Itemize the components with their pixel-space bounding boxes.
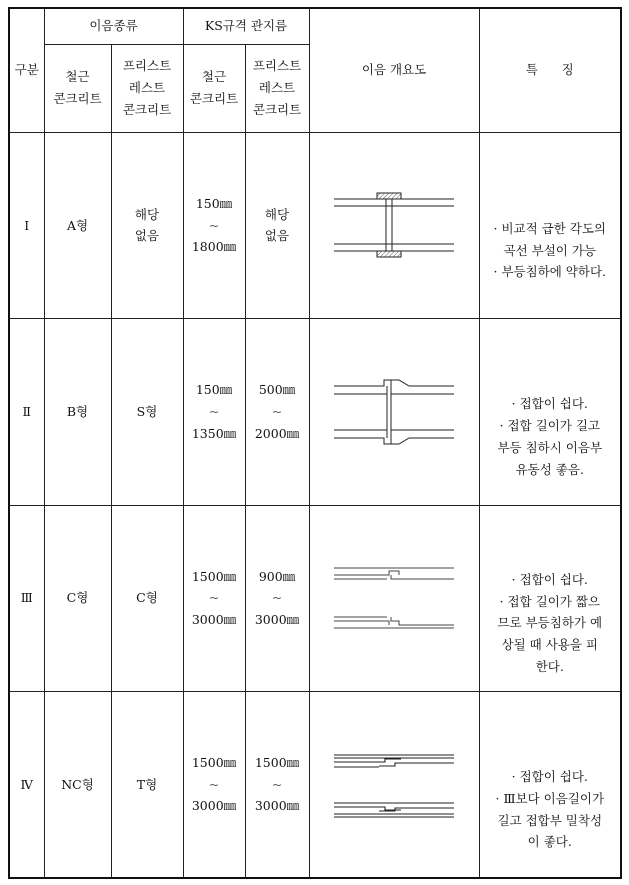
- range-to: 3000㎜: [191, 798, 237, 814]
- header-diagram: 이음 개요도: [309, 8, 479, 132]
- pc-joint-type: C형: [111, 505, 183, 691]
- header-pc-diameter: [245, 44, 309, 132]
- rc-label-line: 콘크리트: [189, 91, 239, 107]
- range-from: 150㎜: [195, 382, 233, 398]
- rc-label-line: 철근: [201, 69, 227, 85]
- feature-line: 상될 때 사용을 피: [501, 637, 598, 653]
- row-category: Ⅲ: [9, 505, 44, 691]
- joint-diagram: [309, 132, 479, 318]
- features-cell: [479, 132, 621, 318]
- rc-label-line: 콘크리트: [53, 91, 102, 107]
- range-to: 1800㎜: [191, 239, 237, 255]
- row-category: Ⅱ: [9, 319, 44, 505]
- feature-line: · 접합 길이가 길고: [499, 418, 600, 434]
- pc-diameter-range: [245, 319, 309, 505]
- rc-joint-type: A형: [44, 132, 111, 318]
- pc-joint-type: [111, 132, 183, 318]
- joint-diagram: [309, 319, 479, 505]
- pc-label-line: 콘크리트: [122, 102, 172, 118]
- feature-line: 부등 침하시 이음부: [497, 439, 603, 455]
- feature-line: 이 좋다.: [527, 834, 572, 850]
- pc-diameter-range: [245, 132, 309, 318]
- feature-line: 곡선 부설이 가능: [503, 242, 596, 258]
- pc-diameter-range: [245, 692, 309, 878]
- rc-diameter-range: [183, 692, 245, 878]
- range-from: 150㎜: [195, 195, 233, 211]
- range-to: 3000㎜: [254, 798, 300, 814]
- rc-joint-type: NC형: [44, 692, 111, 878]
- range-to: 3000㎜: [191, 612, 237, 628]
- range-separator: ~: [271, 776, 283, 792]
- range-separator: ~: [208, 217, 220, 233]
- joint-diagram: [309, 505, 479, 691]
- long-step-joint-diagram-icon: [329, 747, 459, 823]
- feature-line: · 비교적 급한 각도의: [493, 220, 607, 236]
- table-row: [9, 132, 621, 318]
- pc-label-line: 레스트: [258, 80, 296, 96]
- features-cell: [479, 505, 621, 691]
- pc-label-line: 프리스트: [122, 58, 172, 74]
- feature-line: 한다.: [535, 659, 564, 675]
- header-rc-diameter: [183, 44, 245, 132]
- feature-line: 므로 부등침하가 예: [497, 615, 603, 631]
- features-cell: [479, 692, 621, 878]
- rc-diameter-range: [183, 319, 245, 505]
- feature-line: · 접합이 쉽다.: [511, 571, 588, 587]
- range-from: 500㎜: [258, 382, 296, 398]
- rc-diameter-range: [183, 505, 245, 691]
- table-row: [9, 319, 621, 505]
- pc-type-line: 해당: [134, 206, 160, 222]
- feature-line: 유동성 좋음.: [515, 461, 584, 477]
- range-to: 1350㎜: [191, 425, 237, 441]
- range-to: 3000㎜: [254, 612, 300, 628]
- feature-line: · 접합 길이가 짧으: [499, 593, 600, 609]
- range-to: 2000㎜: [254, 425, 300, 441]
- pc-joint-type: S형: [111, 319, 183, 505]
- range-separator: ~: [271, 403, 283, 419]
- row-category: Ⅳ: [9, 692, 44, 878]
- feature-line: · 부등침하에 약하다.: [493, 264, 607, 280]
- pc-joint-type: T형: [111, 692, 183, 878]
- table-row: [9, 505, 621, 691]
- feature-line: · 접합이 쉽다.: [511, 768, 588, 784]
- rc-diameter-range: [183, 132, 245, 318]
- header-category: 구분: [9, 8, 44, 132]
- rc-label-line: 철근: [65, 69, 90, 85]
- range-from: 900㎜: [258, 568, 296, 584]
- feature-line: · 접합이 쉽다.: [511, 396, 588, 412]
- range-from: 1500㎜: [254, 754, 300, 770]
- feature-line: · Ⅲ보다 이음길이가: [495, 790, 605, 806]
- collar-joint-diagram-icon: [329, 189, 459, 261]
- rc-joint-type: C형: [44, 505, 111, 691]
- pc-label-line: 콘크리트: [252, 102, 302, 118]
- range-separator: ~: [208, 403, 220, 419]
- range-from: 1500㎜: [191, 568, 237, 584]
- pc-type-line: 없음: [134, 228, 160, 244]
- header-features: [479, 8, 621, 132]
- range-separator: ~: [208, 590, 220, 606]
- socket-joint-diagram-icon: [329, 374, 459, 450]
- pc-range-line: 해당: [264, 206, 290, 222]
- header-rc-joint: [44, 44, 111, 132]
- pc-range-line: 없음: [264, 228, 290, 244]
- joint-type-table: [8, 7, 622, 879]
- row-category: Ⅰ: [9, 132, 44, 318]
- step-joint-diagram-icon: [329, 560, 459, 636]
- range-separator: ~: [208, 776, 220, 792]
- features-cell: [479, 319, 621, 505]
- header-features-label: 특 징: [525, 62, 574, 78]
- header-joint-type: 이음종류: [44, 8, 183, 44]
- pc-label-line: 프리스트: [252, 58, 302, 74]
- feature-line: 길고 접합부 밀착성: [497, 812, 603, 828]
- rc-joint-type: B형: [44, 319, 111, 505]
- pc-diameter-range: [245, 505, 309, 691]
- header-ks-diameter: KS규격 관지름: [183, 8, 309, 44]
- pc-label-line: 레스트: [128, 80, 166, 96]
- range-from: 1500㎜: [191, 754, 237, 770]
- table-row: [9, 692, 621, 878]
- range-separator: ~: [271, 590, 283, 606]
- header-pc-joint: [111, 44, 183, 132]
- joint-diagram: [309, 692, 479, 878]
